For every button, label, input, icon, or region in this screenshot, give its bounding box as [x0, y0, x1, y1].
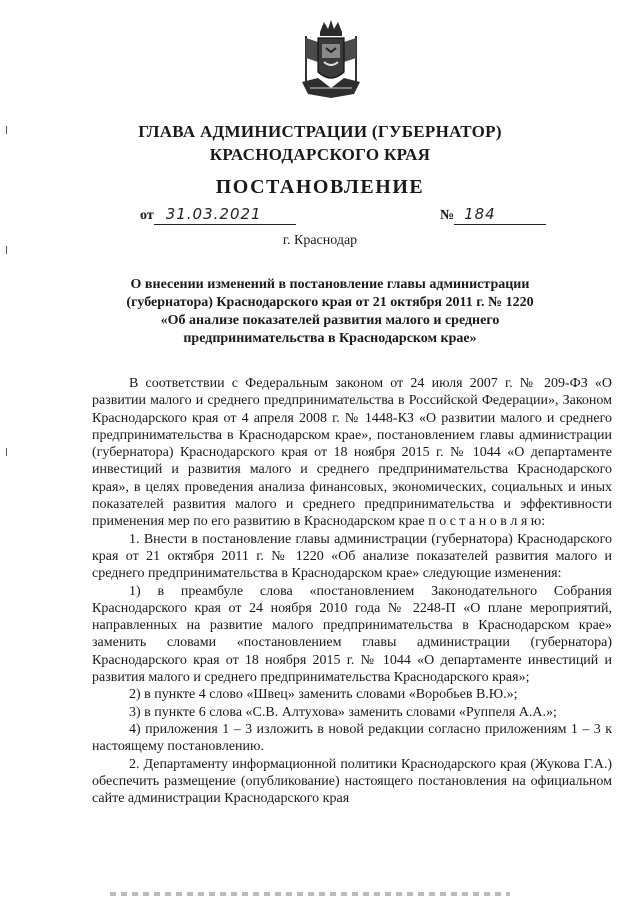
date-value: 31.03.2021	[165, 205, 262, 223]
scan-margin-mark	[6, 126, 7, 134]
authority-title-line-1: ГЛАВА АДМИНИСТРАЦИИ (ГУБЕРНАТОР)	[138, 122, 502, 141]
paragraph-subitem-2: 2) в пункте 4 слово «Швец» заменить словами «Воробьев В.Ю.»;	[129, 687, 518, 703]
number-value: 184	[464, 205, 496, 223]
authority-title-line-2: КРАСНОДАРСКОГО КРАЯ	[209, 145, 431, 164]
scan-bottom-artifact	[110, 892, 510, 896]
paragraph-item-1: 1. Внести в постановление главы администрации (губернатора) Краснодарского края от 21 октября 2011 г. № 1220 «Об анализе показателей развития малого и среднего предпринимательства в Краснодарском крае» следующие изменения:	[92, 531, 612, 582]
document-number	[440, 205, 546, 225]
paragraph-preamble: В соответствии с Федеральным законом от 24 июля 2007 г. № 209-ФЗ «О развитии малого и среднего предпринимательства в Российской Федерации», Законом Краснодарского края от 4 апреля 2008 г. № 1448-КЗ «О развитии малого и среднего предпринимательства в Краснодарском крае», постановлением главы администрации (губернатора) Краснодарского края от 18 ноября 2015 г. № 1044 «О департаменте инвестиций и развития малого и среднего предпринимательства Краснодарского края», в целях проведения анализа финансовых, экономических, социальных и иных показателей развития малого и среднего предпринимательства и эффективности применения мер по его развитию в Краснодарском крае п о с т а н о в л я ю:	[92, 376, 612, 530]
coat-of-arms-icon	[296, 18, 366, 102]
document-date	[140, 205, 296, 225]
paragraph-subitem-1: 1) в преамбуле слова «постановлением Законодательного Собрания Краснодарского края от 24 ноября 2010 года № 2248-П «О плане мероприятий, направленных на развитие малого предпринимательства в Краснодарском крае» заменить словами «постановлением главы администрации (губернатора) Краснодарского края от 18 ноября 2015 г. № 1044 «О департаменте инвестиций и развития малого и среднего предпринимательства Краснодарского края»;	[92, 583, 612, 686]
paragraph-subitem-4: 4) приложения 1 – 3 изложить в новой редакции согласно приложениям 1 – 3 к настоящему постановлению.	[92, 721, 612, 755]
document-body	[92, 375, 612, 807]
document-type: ПОСТАНОВЛЕНИЕ	[215, 176, 425, 198]
scan-margin-mark	[6, 448, 7, 456]
number-prefix: №	[440, 208, 455, 223]
document-subject: О внесении изменений в постановление главы администрации (губернатора) Краснодарского края от 21 октября 2011 г. № 1220 «Об анализе показателей развития малого и среднего предпринимательства в Краснодарском крае»	[126, 277, 534, 346]
city: г. Краснодар	[282, 233, 358, 248]
paragraph-subitem-3: 3) в пункте 6 слова «С.В. Алтухова» заменить словами «Руппеля А.А.»;	[129, 704, 557, 720]
paragraph-item-2: 2. Департаменту информационной политики Краснодарского края (Жукова Г.А.) обеспечить размещение (опубликование) настоящего постановления на официальном сайте администрации Краснодарского края	[92, 756, 612, 807]
scan-margin-mark	[6, 246, 7, 254]
date-prefix: от	[140, 208, 154, 223]
